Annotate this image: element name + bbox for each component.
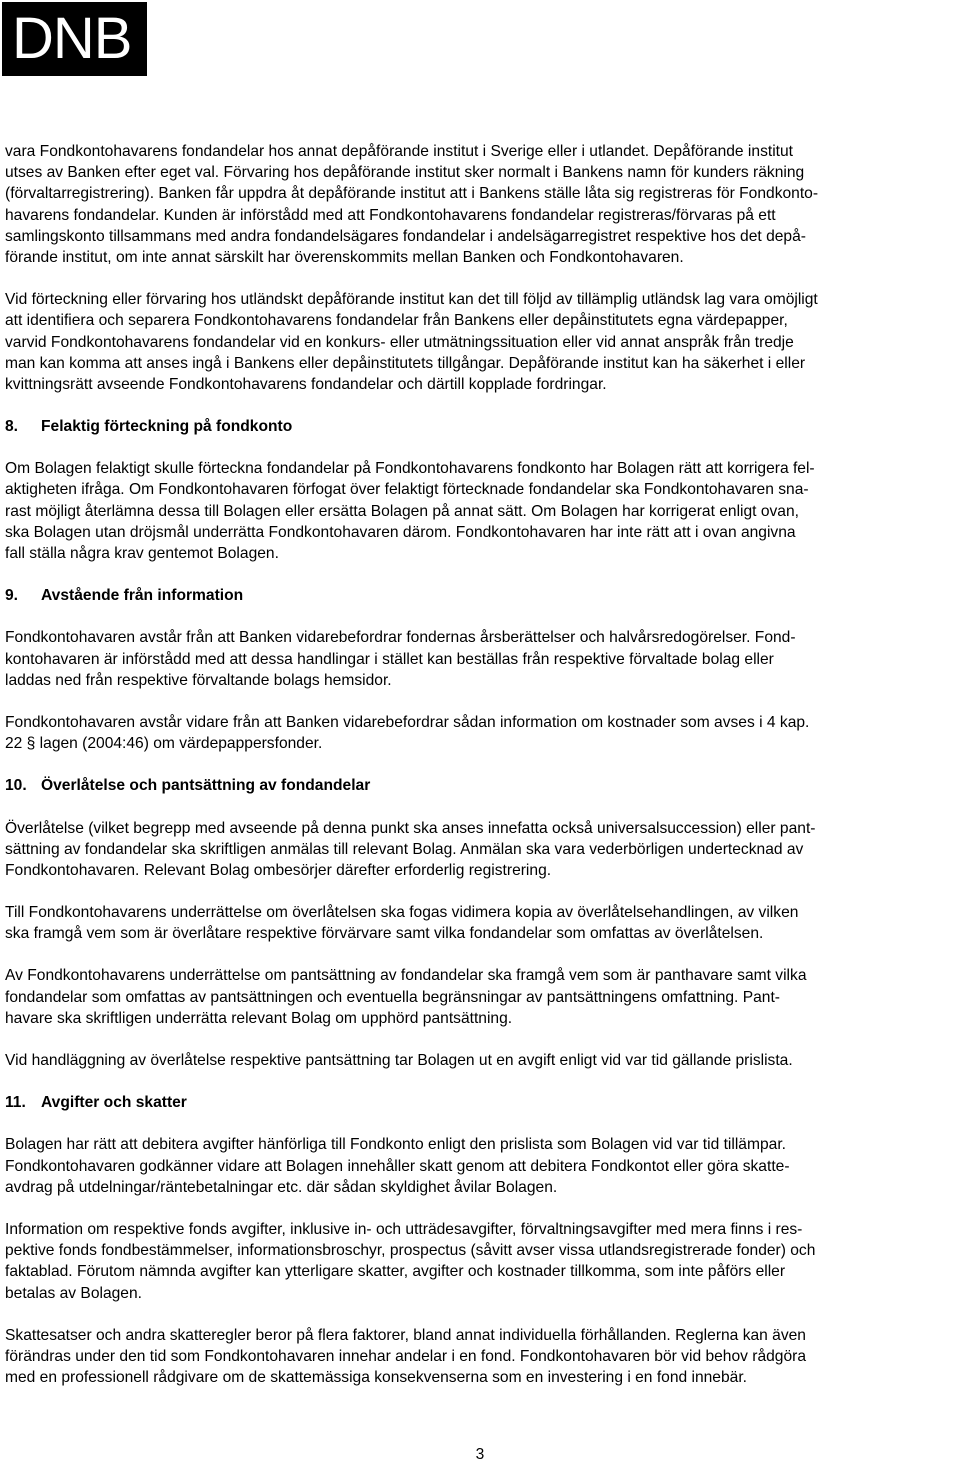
- page-number: 3: [475, 1446, 485, 1463]
- text-line: fall ställa några krav gentemot Bolagen.: [5, 545, 279, 562]
- text-line: faktablad. Förutom nämnda avgifter kan ytterligare skatter, avgifter och kostnader tillkomma, som inte påförs eller: [5, 1263, 786, 1281]
- text-line: samlingskonto tillsammans med andra fondandelsägares fondandelar i andelsägarregistret respektive hos det depå-: [5, 227, 806, 245]
- paragraph-gap: [5, 1113, 955, 1134]
- paragraph-gap: [5, 437, 955, 458]
- paragraph: [5, 1050, 955, 1071]
- text-line: pektive fonds fondbestämmelser, informationsbroschyr, prospectus (såvitt avser vissa utlandsregistrerade fonder) och: [5, 1242, 816, 1260]
- text-line: kvittningsrätt avseende Fondkontohavarens fondandelar och därtill kopplade fordringar.: [5, 375, 607, 393]
- paragraph-gap: [5, 1071, 955, 1092]
- paragraph-gap: [5, 1029, 955, 1050]
- section-heading: [5, 416, 955, 437]
- text-line: kontohavaren är införstådd med att dessa handlingar i stället kan beställas från respektive förvaltade bolag eller: [5, 650, 774, 668]
- section-heading: [5, 775, 955, 796]
- section-heading: [5, 1092, 955, 1113]
- paragraph: [5, 1134, 955, 1198]
- dnb-logo: [2, 2, 147, 76]
- paragraph-gap: [5, 691, 955, 712]
- paragraph: [5, 1219, 955, 1304]
- paragraph-gap: [5, 1198, 955, 1219]
- text-line: vara Fondkontohavarens fondandelar hos annat depåförande institut i Sverige eller i utlandet. Depåförande institut: [5, 143, 794, 160]
- paragraph: [5, 1325, 955, 1389]
- text-line: ska Bolagen utan dröjsmål underrätta Fondkontohavaren därom. Fondkontohavaren har inte rätt att i ovan angivna: [5, 523, 796, 541]
- text-line: Om Bolagen felaktigt skulle förteckna fondandelar på Fondkontohavarens fondkonto har Bolagen rätt att korrigera fel-: [5, 460, 815, 478]
- section-number: 8.: [5, 418, 19, 436]
- text-line: rast möjligt återlämna dessa till Bolagen eller ersätta Bolagen på annat sätt. Om Bolagen har korrigerat enligt ovan,: [5, 502, 799, 520]
- section-number: 10.: [5, 777, 27, 795]
- paragraph-gap: [5, 564, 955, 585]
- text-line: att identifiera och separera Fondkontohavarens fondandelar från Bankens eller depåinstitutets egna värdepapper,: [5, 312, 788, 330]
- paragraph: [5, 458, 955, 564]
- text-line: sättning av fondandelar ska skriftligen anmälas till relevant Bolag. Anmälan ska vara vederbörligen undertecknad av: [5, 840, 804, 858]
- text-line: utses av Banken efter eget val. Förvaring hos depåförande institut sker normalt i Bankens namn för kunders räkning: [5, 164, 805, 182]
- section-number: 11.: [5, 1094, 26, 1112]
- section-title: Felaktig förteckning på fondkonto: [41, 418, 293, 436]
- text-line: Fondkontohavaren. Relevant Bolag ombesörjer därefter erforderlig registrering.: [5, 861, 552, 879]
- text-line: man kan komma att anses ingå i Bankens eller depåinstitutets tillgångar. Depåförande institut kan ha säkerhet i eller: [5, 354, 806, 372]
- text-line: (förvaltarregistrering). Banken får uppdra åt depåförande institut att i Bankens ställe låta sig registreras för Fondkonto-: [5, 185, 819, 203]
- text-line: Bolagen har rätt att debitera avgifter hänförliga till Fondkonto enligt den prislista som Bolagen vid var tid tillämpar.: [5, 1136, 786, 1154]
- paragraph-gap: [5, 881, 955, 902]
- paragraph-gap: [5, 944, 955, 965]
- text-line: Fondkontohavaren godkänner vidare att Bolagen innehåller skatt genom att debitera Fondkontot eller göra skatte-: [5, 1157, 790, 1175]
- text-line: Vid handläggning av överlåtelse respektive pantsättning tar Bolagen ut en avgift enligt vid var tid gällande prislista.: [5, 1052, 793, 1069]
- text-line: ska framgå vem som är överlåtare respektive förvärvare samt vilka fondandelar som omfattas av överlåtelsen.: [5, 925, 764, 943]
- text-line: avdrag på utdelningar/räntebetalningar etc. där sådan skyldighet åvilar Bolagen.: [5, 1178, 558, 1196]
- paragraph: [5, 289, 955, 395]
- paragraph-gap: [5, 797, 955, 818]
- text-line: Fondkontohavaren avstår från att Banken vidarebefordrar fondernas årsberättelser och halvårsredogörelser. Fond-: [5, 629, 796, 647]
- paragraph: [5, 902, 955, 944]
- paragraph: [5, 965, 955, 1029]
- text-line: havarens fondandelar. Kunden är införstådd med att Fondkontohavarens fondandelar registreras/förvaras på ett: [5, 206, 776, 224]
- text-line: 22 § lagen (2004:46) om värdepappersfonder.: [5, 735, 323, 753]
- section-number: 9.: [5, 587, 19, 605]
- paragraph-gap: [5, 1304, 955, 1325]
- text-line: Information om respektive fonds avgifter, inklusive in- och utträdesavgifter, förvaltningsavgifter med mera finns i res-: [5, 1220, 803, 1238]
- paragraph-gap: [5, 395, 955, 416]
- text-line: Fondkontohavaren avstår vidare från att Banken vidarebefordrar sådan information om kostnader som avses i 4 kap.: [5, 713, 810, 731]
- text-line: förande institut, om inte annat särskilt har överenskommits mellan Banken och Fondkontohavaren.: [5, 248, 684, 266]
- text-line: aktigheten ifråga. Om Fondkontohavaren förfogat över felaktigt förtecknade fondandelar ska Fondkontohavaren sna-: [5, 481, 809, 499]
- document-body: [5, 141, 955, 1388]
- paragraph: [5, 627, 955, 691]
- text-line: Till Fondkontohavarens underrättelse om överlåtelsen ska fogas vidimera kopia av överlåtelsehandlingen, av vilken: [5, 904, 799, 922]
- logo-text: DNB: [12, 6, 132, 71]
- paragraph-gap: [5, 268, 955, 289]
- text-line: betalas av Bolagen.: [5, 1284, 142, 1302]
- section-heading: [5, 585, 955, 606]
- text-line: fondandelar som omfattas av pantsättningen och eventuella begränsningar av pantsättningens omfattning. Pant-: [5, 988, 780, 1006]
- text-line: havare ska skriftligen underrätta relevant Bolag om upphörd pantsättning.: [5, 1009, 513, 1027]
- paragraph: [5, 712, 955, 754]
- text-line: Av Fondkontohavarens underrättelse om pantsättning av fondandelar ska framgå vem som är panthavare samt vilka: [5, 967, 807, 985]
- paragraph-gap: [5, 606, 955, 627]
- section-title: Avgifter och skatter: [41, 1094, 187, 1112]
- text-line: förändras under den tid som Fondkontohavaren innehar andelar i en fond. Fondkontohavaren bör vid behov rådgöra: [5, 1347, 807, 1365]
- text-line: varvid Fondkontohavarens fondandelar vid en konkurs- eller utmätningssituation eller vid annat anspråk från tredje: [5, 333, 794, 351]
- text-line: Vid förteckning eller förvaring hos utländskt depåförande institut kan det till följd av tillämplig utländsk lag vara omöjligt: [5, 291, 818, 309]
- text-line: Överlåtelse (vilket begrepp med avseende på denna punkt ska anses innefatta också universalsuccession) eller pant-: [5, 819, 816, 837]
- text-line: med en professionell rådgivare om de skattemässiga konsekvenserna som en investering i en fond innebär.: [5, 1369, 747, 1387]
- text-line: Skattesatser och andra skatteregler beror på flera faktorer, bland annat individuella förhållanden. Reglerna kan även: [5, 1326, 806, 1344]
- text-line: laddas ned från respektive förvaltande bolags hemsidor.: [5, 671, 392, 689]
- paragraph: [5, 141, 955, 268]
- section-title: Överlåtelse och pantsättning av fondandelar: [41, 777, 371, 795]
- paragraph: [5, 818, 955, 882]
- section-title: Avstående från information: [41, 587, 244, 605]
- paragraph-gap: [5, 754, 955, 775]
